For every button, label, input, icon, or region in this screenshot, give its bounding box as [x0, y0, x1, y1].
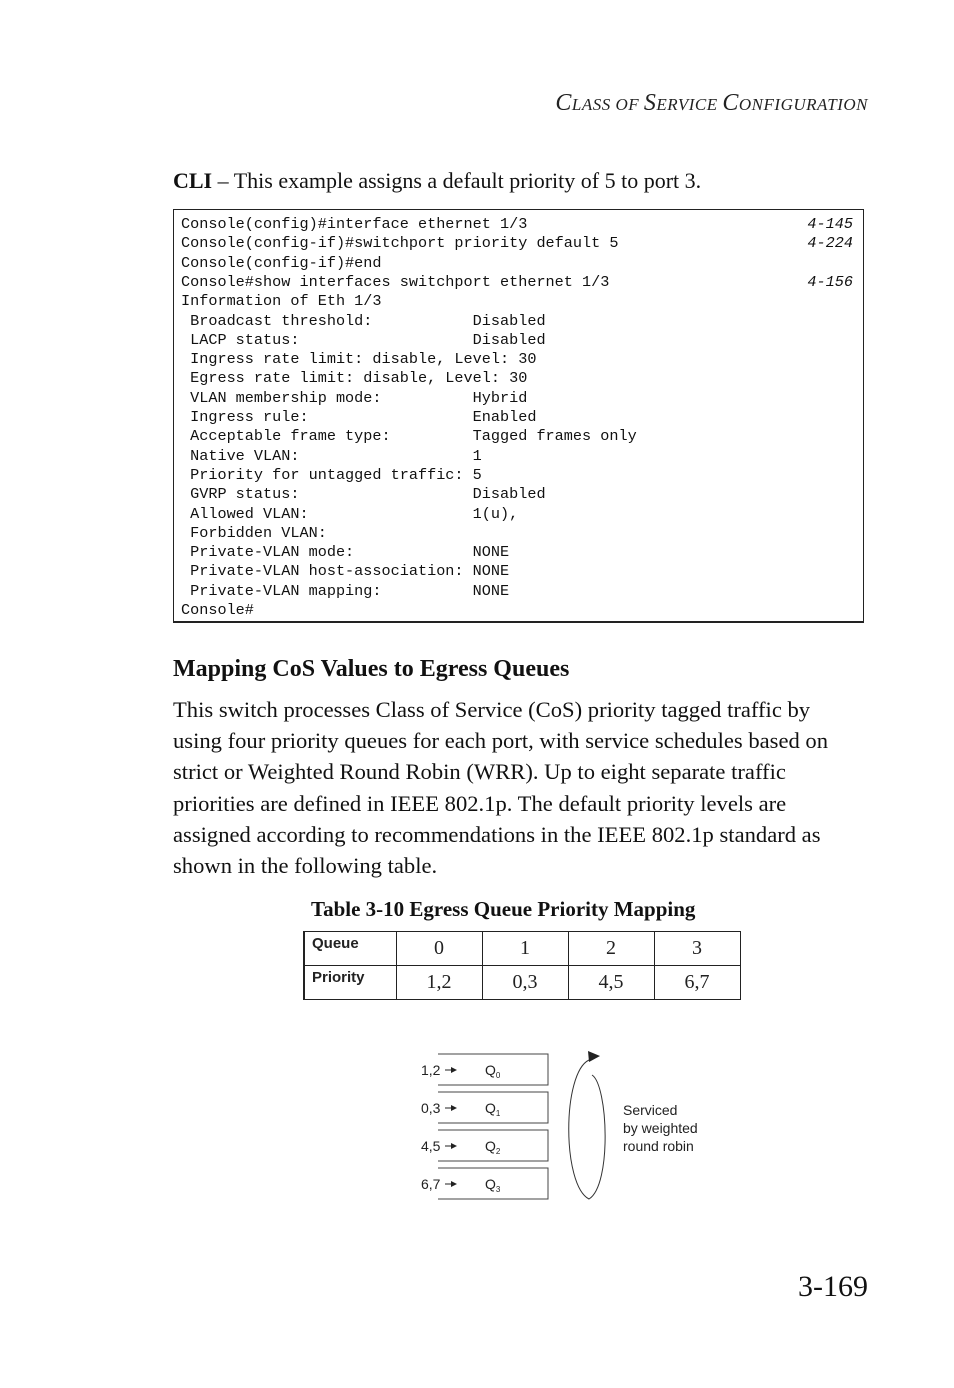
queue-cell: 3	[654, 932, 740, 966]
cli-intro	[173, 168, 701, 194]
code-line: Forbidden VLAN:	[181, 523, 327, 542]
header-text-part: LASS OF	[571, 95, 644, 114]
code-line: Console#show interfaces switchport ethernet 1/3	[181, 272, 610, 291]
priority-cell: 1,2	[396, 966, 482, 1000]
header-text-part: C	[722, 90, 739, 116]
loop-arrowhead-icon	[588, 1051, 600, 1062]
code-line: Egress rate limit: disable, Level: 30	[181, 369, 528, 388]
priority-cell: 4,5	[568, 966, 654, 1000]
page-number: 3-169	[798, 1270, 868, 1303]
wrr-queue-diagram	[410, 1045, 740, 1215]
queue-row	[421, 1092, 548, 1123]
running-header	[555, 90, 868, 117]
code-line: Allowed VLAN: 1(u),	[181, 504, 519, 523]
code-line: Console#	[181, 601, 254, 619]
header-text-part: C	[555, 90, 572, 116]
code-line: Information of Eth 1/3	[181, 292, 382, 311]
code-line: GVRP status: Disabled	[181, 485, 546, 504]
code-line: Private-VLAN mode: NONE	[181, 543, 510, 562]
table-row-queue	[304, 932, 740, 966]
queue-row	[421, 1168, 548, 1199]
code-page-reference: 4-224	[807, 234, 853, 253]
round-robin-loop-icon	[569, 1060, 605, 1199]
table-caption: Table 3-10 Egress Queue Priority Mapping	[311, 897, 696, 921]
header-text-part: ERVICE	[656, 95, 723, 114]
cli-intro-text: – This example assigns a default priority of 5 to port 3.	[212, 168, 702, 193]
code-line: Private-VLAN mapping: NONE	[181, 581, 510, 600]
code-line: VLAN membership mode: Hybrid	[181, 388, 528, 407]
priority-header: Priority	[304, 966, 396, 1000]
code-line: Acceptable frame type: Tagged frames only	[181, 427, 637, 446]
priority-cell: 6,7	[654, 966, 740, 1000]
egress-queue-priority-table	[303, 931, 741, 1000]
queue-label: $Q_2$	[485, 1138, 501, 1156]
code-example-box	[173, 209, 864, 623]
code-line: Private-VLAN host-association: NONE	[181, 562, 510, 581]
cli-label: CLI	[173, 168, 213, 193]
queue-row	[421, 1054, 548, 1085]
paragraph-line: assigned according to recommendations in the IEEE 802.1p standard as	[173, 821, 821, 847]
paragraph-line: priorities are defined in IEEE 802.1p. The default priority levels are	[173, 790, 787, 816]
priority-label: 4,5	[421, 1138, 441, 1154]
code-line: LACP status: Disabled	[181, 330, 546, 349]
paragraph-line: This switch processes Class of Service (CoS) priority tagged traffic by	[173, 697, 811, 722]
code-line: Console(config-if)#end	[181, 253, 382, 272]
queue-cell: 2	[568, 932, 654, 966]
queue-label: $Q_3$	[485, 1176, 501, 1194]
section-title: Mapping CoS Values to Egress Queues	[173, 656, 570, 682]
queue-cell: 0	[396, 932, 482, 966]
queue-label: $Q_0$	[485, 1062, 501, 1080]
code-line: Native VLAN: 1	[181, 446, 482, 465]
queue-header: Queue	[304, 932, 396, 966]
wrr-note: Serviced by weighted round robin	[623, 1102, 698, 1154]
section-paragraph	[173, 694, 873, 881]
table-row-priority	[304, 966, 740, 1000]
queue-label: $Q_1$	[485, 1100, 501, 1118]
priority-label: 1,2	[421, 1062, 441, 1078]
priority-label: 0,3	[421, 1100, 441, 1116]
priority-label: 6,7	[421, 1176, 441, 1192]
code-line: Priority for untagged traffic: 5	[181, 465, 482, 484]
priority-cell: 0,3	[482, 966, 568, 1000]
queue-row	[421, 1130, 548, 1161]
paragraph-line: strict or Weighted Round Robin (WRR). Up to eight separate traffic	[173, 759, 786, 785]
header-text-part: S	[643, 90, 657, 116]
paragraph-line: using four priority queues for each port, with service schedules based on	[173, 728, 829, 754]
code-line: Ingress rate limit: disable, Level: 30	[181, 350, 537, 369]
queue-cell: 1	[482, 932, 568, 966]
code-line: Console(config-if)#switchport priority default 5	[181, 234, 619, 253]
code-page-reference: 4-156	[807, 272, 853, 291]
header-text-part: ONFIGURATION	[738, 95, 868, 114]
code-line: Broadcast threshold: Disabled	[181, 311, 546, 330]
code-line: Console(config)#interface ethernet 1/3	[181, 215, 528, 233]
paragraph-line: shown in the following table.	[173, 853, 438, 879]
code-line: Ingress rule: Enabled	[181, 408, 537, 426]
code-page-reference: 4-145	[807, 215, 853, 233]
